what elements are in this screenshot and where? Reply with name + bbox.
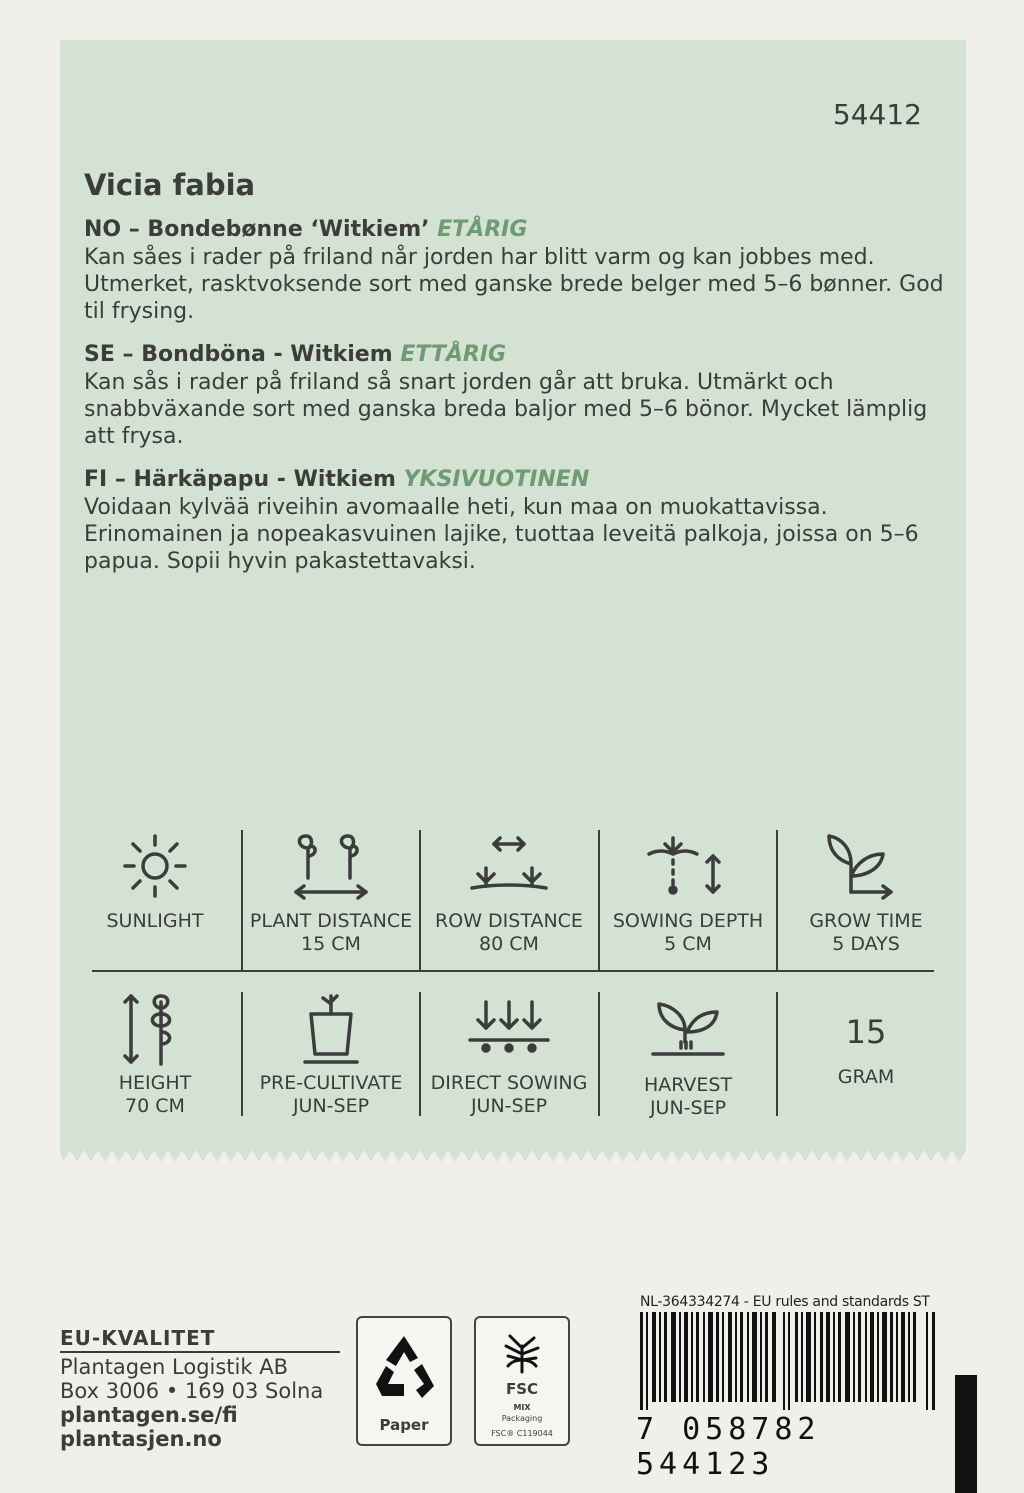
cell-value: 5 DAYS — [832, 933, 900, 955]
language-descriptions — [84, 216, 944, 591]
recycle-label: Paper — [379, 1416, 429, 1434]
lang-heading: FI – Härkäpapu - Witkiem — [84, 467, 396, 492]
website-link[interactable]: plantasjen.no — [60, 1427, 222, 1451]
website-link[interactable]: plantagen.se/fi — [60, 1403, 238, 1427]
fsc-tree-icon — [494, 1326, 550, 1376]
cell-label: SUNLIGHT — [106, 910, 204, 932]
company-address: Box 3006 • 169 03 Solna — [60, 1379, 324, 1403]
cell-label: HARVEST — [643, 1074, 733, 1096]
harvest-icon — [643, 992, 733, 1068]
barcode-number: 7 058782 544123 — [636, 1412, 946, 1482]
cell-direct-sowing — [422, 992, 596, 1118]
product-panel — [60, 40, 966, 1150]
cell-label: DIRECT SOWING — [430, 1072, 588, 1094]
grid-divider — [776, 830, 778, 970]
lang-description: Voidaan kylvää riveihin avomaalle heti, kun maa on muokattavissa. Erinomainen ja nopeakasvuinen lajike, tuottaa leveitä palkoja, joissa on 5–6 papua. Sopii hyvin pakastettavaksi. — [84, 495, 919, 574]
lang-heading: NO – Bondebønne ‘Witkiem’ — [84, 217, 430, 242]
certification-text: NL-364334274 - EU rules and standards ST — [640, 1294, 930, 1310]
gram-amount: 15 — [845, 1013, 887, 1051]
cell-plant-distance — [244, 830, 418, 956]
cell-value: 70 CM — [125, 1095, 185, 1117]
fsc-name: FSC — [505, 1380, 539, 1398]
article-number: 54412 — [832, 98, 922, 131]
sun-icon — [115, 830, 195, 900]
print-mark — [955, 1375, 977, 1493]
grow-time-icon — [821, 830, 911, 900]
direct-sowing-icon — [464, 992, 554, 1068]
cell-label: PRE-CULTIVATE — [259, 1072, 403, 1094]
grid-row-divider — [92, 970, 934, 972]
cell-pre-cultivate — [244, 992, 418, 1118]
sowing-depth-icon — [643, 830, 733, 900]
lang-description: Kan sås i rader på friland så snart jorden går att bruka. Utmärkt och snabbväxande sort med ganska breda baljor med 5–6 bönor. Mycket lämplig att frysa. — [84, 370, 928, 449]
fsc-packaging: Packaging — [501, 1414, 543, 1423]
lang-lifecycle: ETÅRIG — [437, 217, 528, 242]
cell-value: 5 CM — [664, 933, 712, 955]
grid-divider — [598, 830, 600, 970]
eu-quality-block — [60, 1326, 340, 1451]
cell-label: HEIGHT — [118, 1072, 192, 1094]
eu-title: EU-KVALITET — [60, 1326, 340, 1353]
grid-divider — [776, 992, 778, 1116]
cell-value: 80 CM — [479, 933, 539, 955]
lang-block-no — [84, 216, 944, 325]
fsc-code: FSC® C119044 — [491, 1429, 553, 1438]
recycle-badge — [356, 1316, 452, 1446]
lang-block-se — [84, 341, 944, 450]
cell-label: PLANT DISTANCE — [249, 910, 413, 932]
fsc-badge — [474, 1316, 570, 1446]
panel-serrated-edge — [60, 1148, 966, 1164]
gram-unit: GRAM — [837, 1066, 895, 1088]
height-icon — [115, 992, 195, 1068]
latin-name: Vicia fabia — [84, 168, 256, 202]
grid-divider — [241, 830, 243, 970]
barcode-bars — [636, 1312, 946, 1412]
fsc-mix: MIX — [513, 1403, 531, 1412]
cell-row-distance — [422, 830, 596, 956]
cell-gram — [780, 1012, 952, 1089]
cell-label: SOWING DEPTH — [612, 910, 764, 932]
cell-sowing-depth — [601, 830, 775, 956]
cell-grow-time — [780, 830, 952, 956]
cell-label: GROW TIME — [809, 910, 923, 932]
lang-heading: SE – Bondböna - Witkiem — [84, 342, 393, 367]
cell-sunlight — [90, 830, 220, 933]
cell-value: JUN-SEP — [649, 1097, 727, 1119]
plant-distance-icon — [286, 830, 376, 900]
grid-divider — [598, 992, 600, 1116]
cell-value: 15 CM — [301, 933, 361, 955]
pot-icon — [291, 992, 371, 1068]
company-name: Plantagen Logistik AB — [60, 1355, 288, 1379]
lang-description: Kan såes i rader på friland når jorden har blitt varm og kan jobbes med. Utmerket, rasktvoksende sort med ganske brede belger med 5–6 bønner. God til frysing. — [84, 245, 944, 324]
grid-divider — [419, 992, 421, 1116]
grid-divider — [419, 830, 421, 970]
recycle-icon — [364, 1328, 444, 1408]
barcode — [636, 1312, 946, 1482]
cell-label: ROW DISTANCE — [435, 910, 583, 932]
cell-height — [90, 992, 220, 1118]
lang-block-fi — [84, 466, 944, 575]
cell-value: JUN-SEP — [470, 1095, 548, 1117]
lang-lifecycle: YKSIVUOTINEN — [403, 467, 590, 492]
grid-divider — [241, 992, 243, 1116]
row-distance-icon — [464, 830, 554, 900]
cell-harvest — [601, 992, 775, 1120]
cell-value: JUN-SEP — [292, 1095, 370, 1117]
lang-lifecycle: ETTÅRIG — [400, 342, 507, 367]
